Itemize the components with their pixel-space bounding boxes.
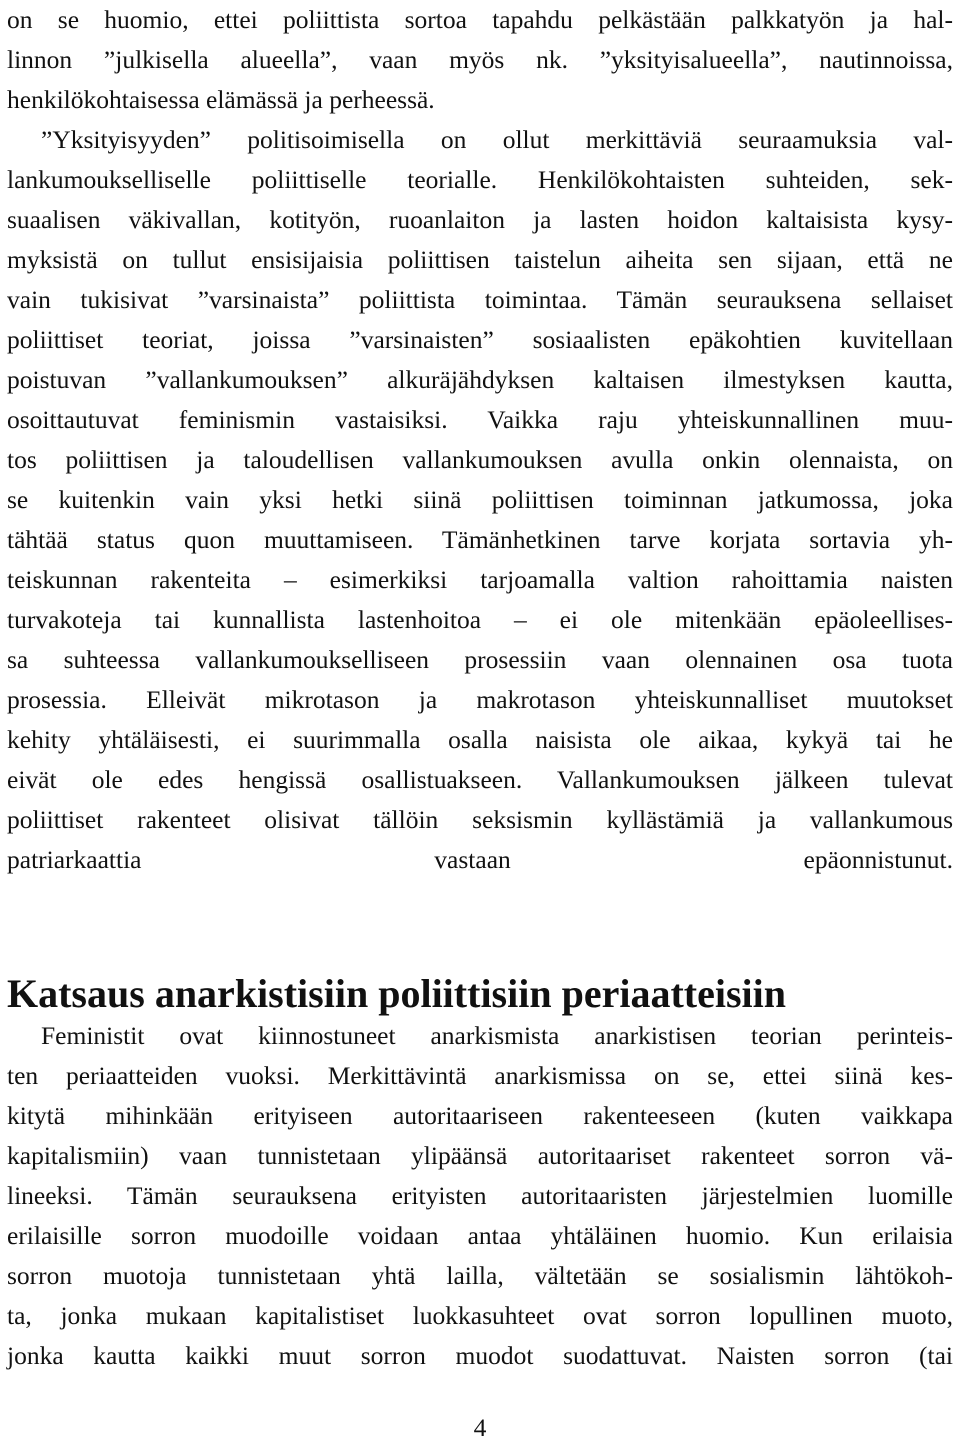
text-line: ta, jonka mukaan kapitalistiset luokkasuhteet ovat sorron lopullinen muoto,	[7, 1301, 953, 1330]
text-line: tos poliittisen ja taloudellisen vallankumouksen avulla onkin olennaista, on	[7, 445, 953, 474]
text-line: kapitalismiin) vaan tunnistetaan ylipäänsä autoritaariset rakenteet sorron vä-	[7, 1141, 953, 1170]
text-line: suaalisen väkivallan, kotityön, ruoanlaiton ja lasten hoidon kaltaisista kysy-	[7, 205, 953, 234]
text-line: Feministit ovat kiinnostuneet anarkismista anarkistisen teorian perinteis-	[41, 1021, 953, 1050]
text-line: ”Yksityisyyden” politisoimisella on ollut merkittäviä seuraamuksia val-	[41, 125, 953, 154]
paragraph-anarchist-principles	[7, 1016, 953, 1376]
text-line: on se huomio, ettei poliittista sortoa tapahdu pelkästään palkkatyön ja hal-	[7, 5, 953, 34]
body-text-top	[7, 0, 953, 920]
text-line: erilaisille sorron muodoille voidaan antaa yhtäläinen huomio. Kun erilaisia	[7, 1221, 953, 1250]
text-line: patriarkaattia vastaan epäonnistunut.	[7, 845, 953, 874]
body-text-bottom	[7, 1016, 953, 1376]
text-line: kitytä mihinkään erityiseen autoritaariseen rakenteeseen (kuten vaikkapa	[7, 1101, 953, 1130]
paragraph-continuation	[7, 0, 953, 120]
text-line: tähtää status quon muuttamiseen. Tämänhetkinen tarve korjata sortavia yh-	[7, 525, 953, 554]
text-line: vain tukisivat ”varsinaista” poliittista toimintaa. Tämän seurauksena sellaiset	[7, 285, 953, 314]
text-line: prosessia. Elleivät mikrotason ja makrotason yhteiskunnalliset muutokset	[7, 685, 953, 714]
text-line: poliittiset teoriat, joissa ”varsinaisten” sosiaalisten epäkohtien kuvitellaan	[7, 325, 953, 354]
text-line: sorron muotoja tunnistetaan yhtä lailla, vältetään se sosialismin lähtökoh-	[7, 1261, 953, 1290]
text-line: sa suhteessa vallankumoukselliseen prosessiin vaan olennainen osa tuota	[7, 645, 953, 674]
text-line: myksistä on tullut ensisijaisia poliittisen taistelun aiheita sen sijaan, että ne	[7, 245, 953, 274]
text-line: turvakoteja tai kunnallista lastenhoitoa – ei ole mitenkään epäoleellises-	[7, 605, 953, 634]
text-line: linnon ”julkisella alueella”, vaan myös nk. ”yksityisalueella”, nautinnoissa,	[7, 45, 953, 74]
text-line: lineeksi. Tämän seurauksena erityisten autoritaaristen järjestelmien luomille	[7, 1181, 953, 1210]
text-line: henkilökohtaisessa elämässä ja perheessä.	[7, 85, 435, 114]
text-line: kehity yhtäläisesti, ei suurimmalla osalla naisista ole aikaa, kykyä tai he	[7, 725, 953, 754]
text-line: osoittautuvat feminismin vastaisiksi. Vaikka raju yhteiskunnallinen muu-	[7, 405, 953, 434]
page-number: 4	[473, 1413, 487, 1442]
text-line	[7, 880, 953, 920]
text-line: teiskunnan rakenteita – esimerkiksi tarjoamalla valtion rahoittamia naisten	[7, 565, 953, 594]
text-line: lankumoukselliselle poliittiselle teorialle. Henkilökohtaisten suhteiden, sek-	[7, 165, 953, 194]
paragraph-privacy-politicization	[7, 120, 953, 920]
section-heading: Katsaus anarkistisiin poliittisiin periaatteisiin	[7, 971, 787, 1017]
text-line: eivät ole edes hengissä osallistuakseen. Vallankumouksen jälkeen tulevat	[7, 765, 953, 794]
text-line: poliittiset rakenteet olisivat tällöin seksismin kyllästämiä ja vallankumous	[7, 805, 953, 834]
text-line: poistuvan ”vallankumouksen” alkuräjähdyksen kaltaisen ilmestyksen kautta,	[7, 365, 953, 394]
text-line: ten periaatteiden vuoksi. Merkittävintä anarkismissa on se, ettei siinä kes-	[7, 1061, 953, 1090]
text-line: se kuitenkin vain yksi hetki siinä poliittisen toiminnan jatkumossa, joka	[7, 485, 953, 514]
text-line: jonka kautta kaikki muut sorron muodot suodattuvat. Naisten sorron (tai	[7, 1341, 953, 1370]
